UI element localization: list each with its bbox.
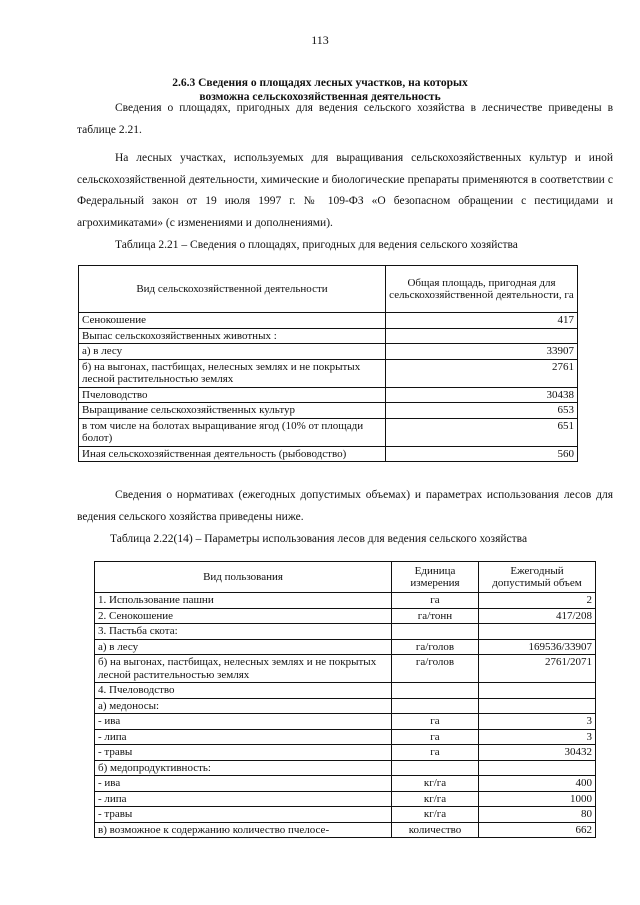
table-row <box>95 714 596 730</box>
table-cell: Выпас сельскохозяйственных животных : <box>79 328 386 344</box>
table-cell: 662 <box>479 822 596 838</box>
table2-header-volume: Ежегодный допустимый объем <box>479 562 596 593</box>
table-cell: 2. Сенокошение <box>95 608 392 624</box>
table-row <box>95 776 596 792</box>
table-row <box>95 729 596 745</box>
table-cell: Сенокошение <box>79 313 386 329</box>
table-cell <box>479 683 596 699</box>
table2-header-use-type: Вид пользования <box>95 562 392 593</box>
section-heading: 2.6.3 Сведения о площадях лесных участков, на которых возможна сельскохозяйственная деятельность <box>172 77 468 103</box>
table-cell: га <box>392 729 479 745</box>
table-cell: 417 <box>386 313 578 329</box>
table-row <box>95 655 596 683</box>
table-cell: - липа <box>95 791 392 807</box>
table-forest-use-parameters <box>94 561 596 838</box>
table-cell: 169536/33907 <box>479 639 596 655</box>
table1-header-activity: Вид сельскохозяйственной деятельности <box>79 266 386 313</box>
paragraph-1 <box>77 98 613 141</box>
table-row <box>95 745 596 761</box>
table-row <box>79 403 578 419</box>
table-cell: га <box>392 745 479 761</box>
table-cell: 2761 <box>386 359 578 387</box>
table-cell: 80 <box>479 807 596 823</box>
paragraph-3 <box>77 485 613 528</box>
table-row <box>95 807 596 823</box>
table-cell: 30432 <box>479 745 596 761</box>
table-cell: га/тонн <box>392 608 479 624</box>
table-cell: а) медоносы: <box>95 698 392 714</box>
table-row <box>79 359 578 387</box>
table-cell: 3 <box>479 729 596 745</box>
table-cell: кг/га <box>392 807 479 823</box>
table-row <box>79 344 578 360</box>
table-cell <box>479 698 596 714</box>
table-cell: 33907 <box>386 344 578 360</box>
table-cell: 651 <box>386 418 578 446</box>
table-cell: 400 <box>479 776 596 792</box>
table-cell: 1000 <box>479 791 596 807</box>
table-row <box>95 608 596 624</box>
table-row <box>95 639 596 655</box>
table-row <box>95 624 596 640</box>
table-cell: 3 <box>479 714 596 730</box>
table-cell: 653 <box>386 403 578 419</box>
table-cell: га/голов <box>392 639 479 655</box>
table-cell: - травы <box>95 807 392 823</box>
table-cell: 417/208 <box>479 608 596 624</box>
table-cell <box>479 760 596 776</box>
table-cell <box>392 698 479 714</box>
table-cell: 30438 <box>386 387 578 403</box>
paragraph-2-text: На лесных участках, используемых для выращивания сельскохозяйственных культур и иной сельскохозяйственной деятельности, химические и биологические препараты применяются в соответствии с Федеральный закон от 19 июля 1997 г. № 109-ФЗ «О безопасном обращении с пестицидами и агрохимикатами» (с изменениями и дополнениями). <box>77 152 613 229</box>
table-row <box>79 313 578 329</box>
table1-header-area: Общая площадь, пригодная для сельскохозяйственной деятельности, га <box>386 266 578 313</box>
table-cell: б) медопродуктивность: <box>95 760 392 776</box>
table-cell: Пчеловодство <box>79 387 386 403</box>
paragraph-2 <box>77 148 613 234</box>
table-cell: б) на выгонах, пастбищах, нелесных землях и не покрытых лесной растительностью землях <box>79 359 386 387</box>
table-cell: а) в лесу <box>95 639 392 655</box>
table-row <box>95 822 596 838</box>
table-cell: в) возможное к содержанию количество пчелосе- <box>95 822 392 838</box>
table-cell: 560 <box>386 446 578 462</box>
table2-header-unit: Единица измерения <box>392 562 479 593</box>
paragraph-1-text: Сведения о площадях, пригодных для ведения сельского хозяйства в лесничестве приведены в таблице 2.21. <box>77 102 613 136</box>
table-cell: 2 <box>479 593 596 609</box>
table-cell: 2761/2071 <box>479 655 596 683</box>
page-number: 113 <box>311 33 329 47</box>
table-row <box>95 791 596 807</box>
table-row <box>95 593 596 609</box>
table-row <box>95 683 596 699</box>
table-cell: 4. Пчеловодство <box>95 683 392 699</box>
table-cell: га <box>392 714 479 730</box>
table2-caption: Таблица 2.22(14) – Параметры использования лесов для ведения сельского хозяйства <box>110 533 528 545</box>
table-row <box>95 760 596 776</box>
table-cell: 1. Использование пашни <box>95 593 392 609</box>
table-cell: б) на выгонах, пастбищах, нелесных землях и не покрытых лесной растительностью землях <box>95 655 392 683</box>
table-row <box>79 446 578 462</box>
paragraph-3-text: Сведения о нормативах (ежегодных допустимых объемах) и параметрах использования лесов для ведения сельского хозяйства приведены ниже. <box>77 489 613 523</box>
table1-caption: Таблица 2.21 – Сведения о площадях, пригодных для ведения сельского хозяйства <box>115 239 518 251</box>
table-cell: а) в лесу <box>79 344 386 360</box>
table-cell: - липа <box>95 729 392 745</box>
table-cell <box>392 683 479 699</box>
table-cell: - ива <box>95 776 392 792</box>
table-cell: кг/га <box>392 791 479 807</box>
table-row <box>79 387 578 403</box>
table-cell: - ива <box>95 714 392 730</box>
table-cell: га/голов <box>392 655 479 683</box>
table-row <box>79 328 578 344</box>
table-cell: га <box>392 593 479 609</box>
table-cell <box>392 624 479 640</box>
table-row <box>95 698 596 714</box>
table-cell: - травы <box>95 745 392 761</box>
table-cell: в том числе на болотах выращивание ягод (10% от площади болот) <box>79 418 386 446</box>
table-cell <box>392 760 479 776</box>
table-cell <box>479 624 596 640</box>
table-cell: Иная сельскохозяйственная деятельность (рыбоводство) <box>79 446 386 462</box>
table-cell: 3. Пастьба скота: <box>95 624 392 640</box>
table-cell: Выращивание сельскохозяйственных культур <box>79 403 386 419</box>
table-agricultural-areas <box>78 265 578 462</box>
table-cell: количество <box>392 822 479 838</box>
table-row <box>79 418 578 446</box>
table-cell: кг/га <box>392 776 479 792</box>
table-cell <box>386 328 578 344</box>
